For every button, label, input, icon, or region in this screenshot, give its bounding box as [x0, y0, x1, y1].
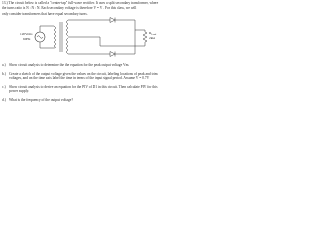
secondary-winding-lower [67, 38, 69, 54]
secondary-winding-upper [67, 20, 69, 36]
problem-intro-line-1: 13.) The circuit below is called a "center-tap" full-wave rectifier. It uses a split secondary transformer, where [2, 1, 159, 5]
turns-ratio-text: the turns ratio is N [2, 6, 29, 10]
primary-winding [54, 26, 56, 48]
question-c-continuation: power supply. [9, 89, 30, 94]
source-voltage-label: 120Vrms [20, 32, 33, 36]
center-tap-rectifier-schematic [0, 0, 200, 114]
turns-ratio-rest-2: : N [34, 6, 40, 10]
problem-page [0, 0, 200, 114]
load-label: $R_{Load}$ [149, 31, 157, 36]
turns-ratio-rest-1: : N [28, 6, 35, 10]
load-value: 2kΩ [149, 36, 155, 40]
question-d: d.) What is the frequency of the output voltage? [2, 98, 73, 102]
diode-d2 [110, 52, 115, 57]
question-a: a.) Show circuit analysis to determine the the equation for the peak output voltage Vm. [2, 63, 130, 67]
question-c: c.) Show circuit analysis to derive an equation for the PIV of D1 in this circuit. Then calculate PIV for this [2, 85, 158, 89]
secondary-voltage-text: . Each secondary voltage is therefore V [39, 6, 96, 10]
sine-icon [37, 36, 43, 39]
problem-intro-line-3: only consider transformers that have equal secondary turns. [2, 12, 88, 16]
secondary-voltage-eq: = V [95, 6, 103, 10]
diode-d1 [110, 18, 115, 23]
question-b-continuation: voltages, and on the time axis label the time in terms of the input signal period. Assume V = 0.7V [9, 76, 150, 81]
class-note: . For this class, we will [102, 6, 137, 10]
question-b: b.) Create a sketch of the output voltage given the values on the circuit, labeling locations of peak and trim [2, 72, 158, 76]
source-frequency-label: 60Hz [23, 37, 31, 41]
